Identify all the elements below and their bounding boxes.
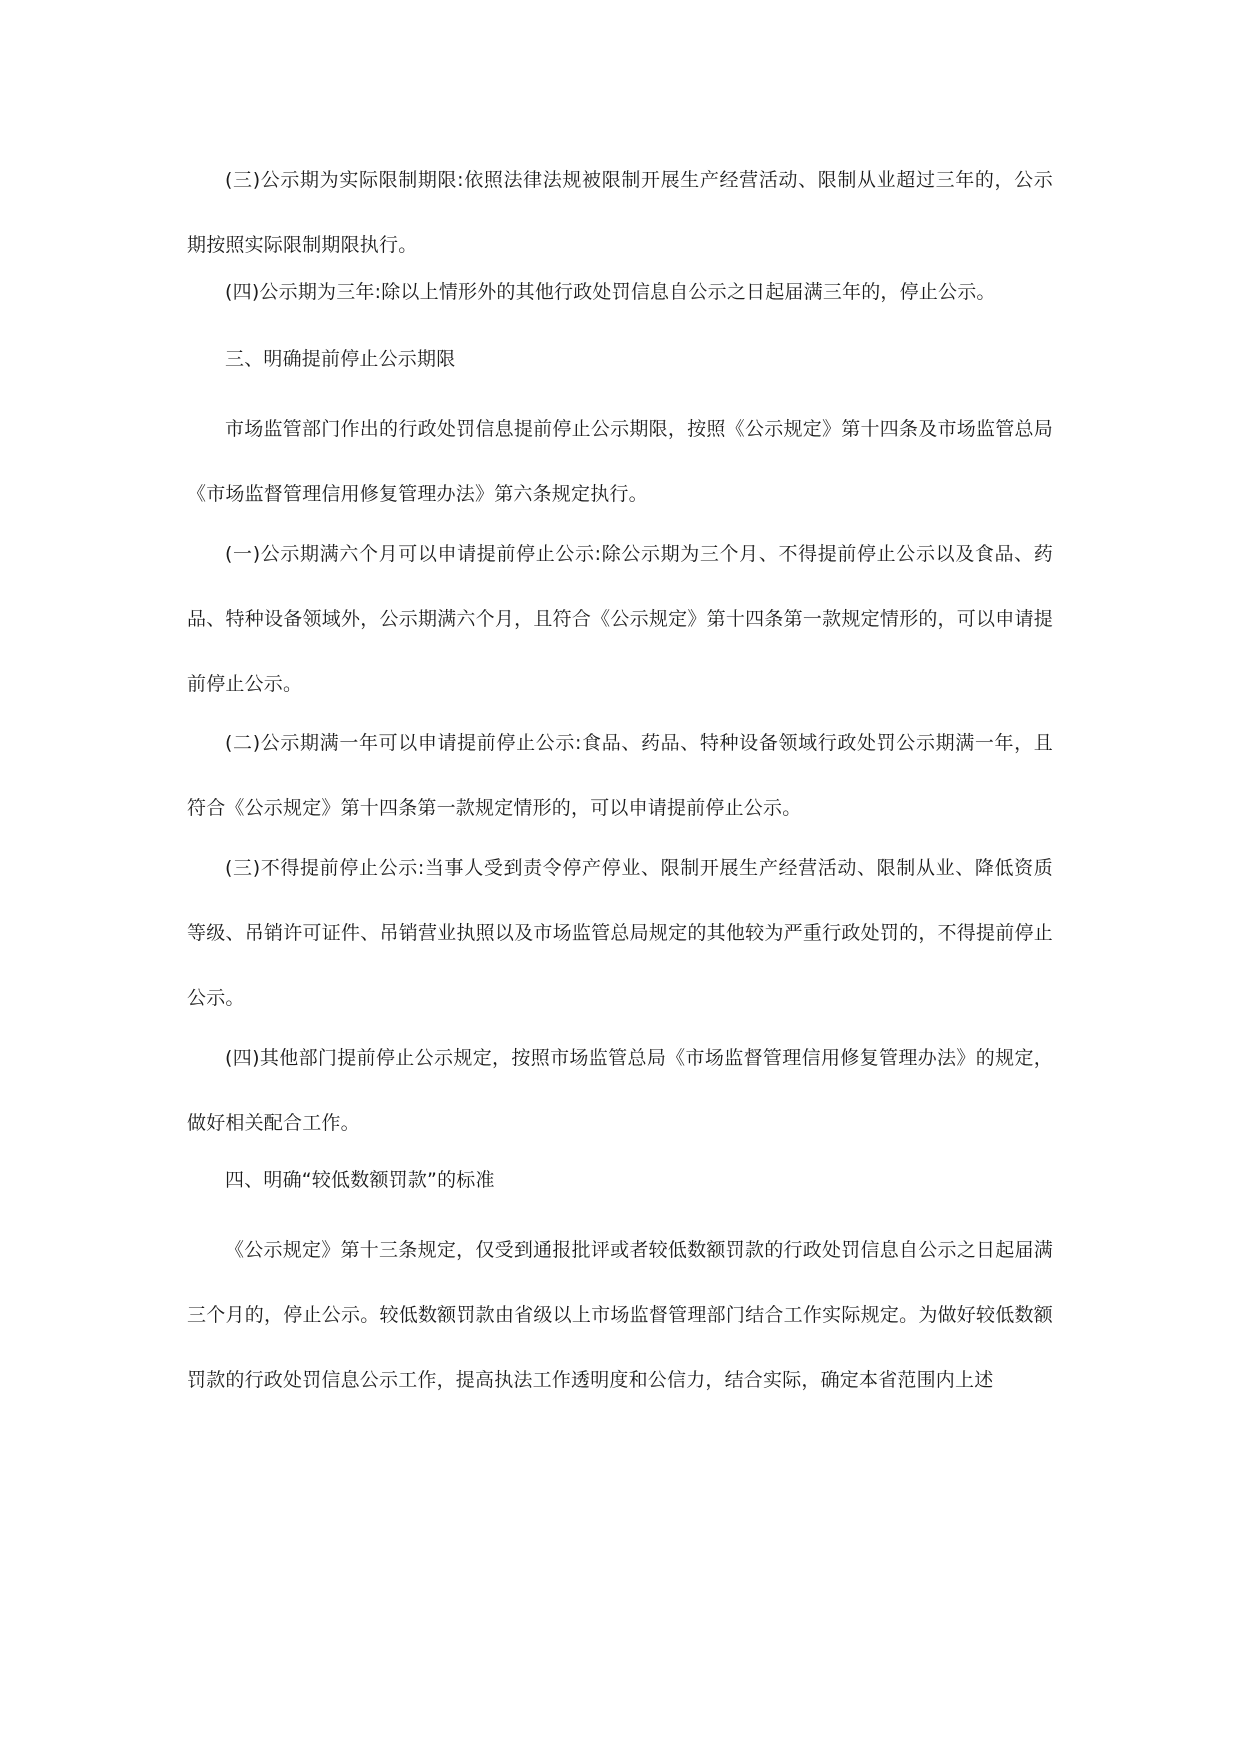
paragraph-early-termination-intro: 市场监管部门作出的行政处罚信息提前停止公示期限，按照《公示规定》第十四条及市场监管总局《市场监督管理信用修复管理办法》第六条规定执行。: [187, 418, 1053, 505]
paragraph-low-fine-rule: 《公示规定》第十三条规定，仅受到通报批评或者较低数额罚款的行政处罚信息自公示之日起届满三个月的，停止公示。较低数额罚款由省级以上市场监督管理部门结合工作实际规定。为做好较低数额罚款的行政处罚信息公示工作，提高执法工作透明度和公信力，结合实际，确定本省范围内上述: [187, 1239, 1053, 1391]
paragraph-other-departments: (四)其他部门提前停止公示规定，按照市场监管总局《市场监督管理信用修复管理办法》的规定，做好相关配合工作。: [187, 1047, 1053, 1134]
paragraph-publicity-period-actual-restriction: (三)公示期为实际限制期限:依照法律法规被限制开展生产经营活动、限制从业超过三年的，公示期按照实际限制期限执行。: [187, 169, 1053, 256]
paragraph-no-early-termination: (三)不得提前停止公示:当事人受到责令停产停业、限制开展生产经营活动、限制从业、降低资质等级、吊销许可证件、吊销营业执照以及市场监管总局规定的其他较为严重行政处罚的，不得提前停止公示。: [187, 857, 1053, 1009]
section-heading-low-fine-standard: 四、明确“较低数额罚款”的标准: [225, 1169, 495, 1191]
paragraph-publicity-period-three-years: (四)公示期为三年:除以上情形外的其他行政处罚信息自公示之日起届满三年的，停止公示。: [225, 281, 996, 303]
paragraph-six-months-early-termination: (一)公示期满六个月可以申请提前停止公示:除公示期为三个月、不得提前停止公示以及食品、药品、特种设备领域外，公示期满六个月，且符合《公示规定》第十四条第一款规定情形的，可以申请提前停止公示。: [187, 543, 1053, 695]
paragraph-one-year-early-termination: (二)公示期满一年可以申请提前停止公示:食品、药品、特种设备领域行政处罚公示期满一年，且符合《公示规定》第十四条第一款规定情形的，可以申请提前停止公示。: [187, 732, 1053, 819]
section-heading-early-termination: 三、明确提前停止公示期限: [225, 348, 456, 370]
